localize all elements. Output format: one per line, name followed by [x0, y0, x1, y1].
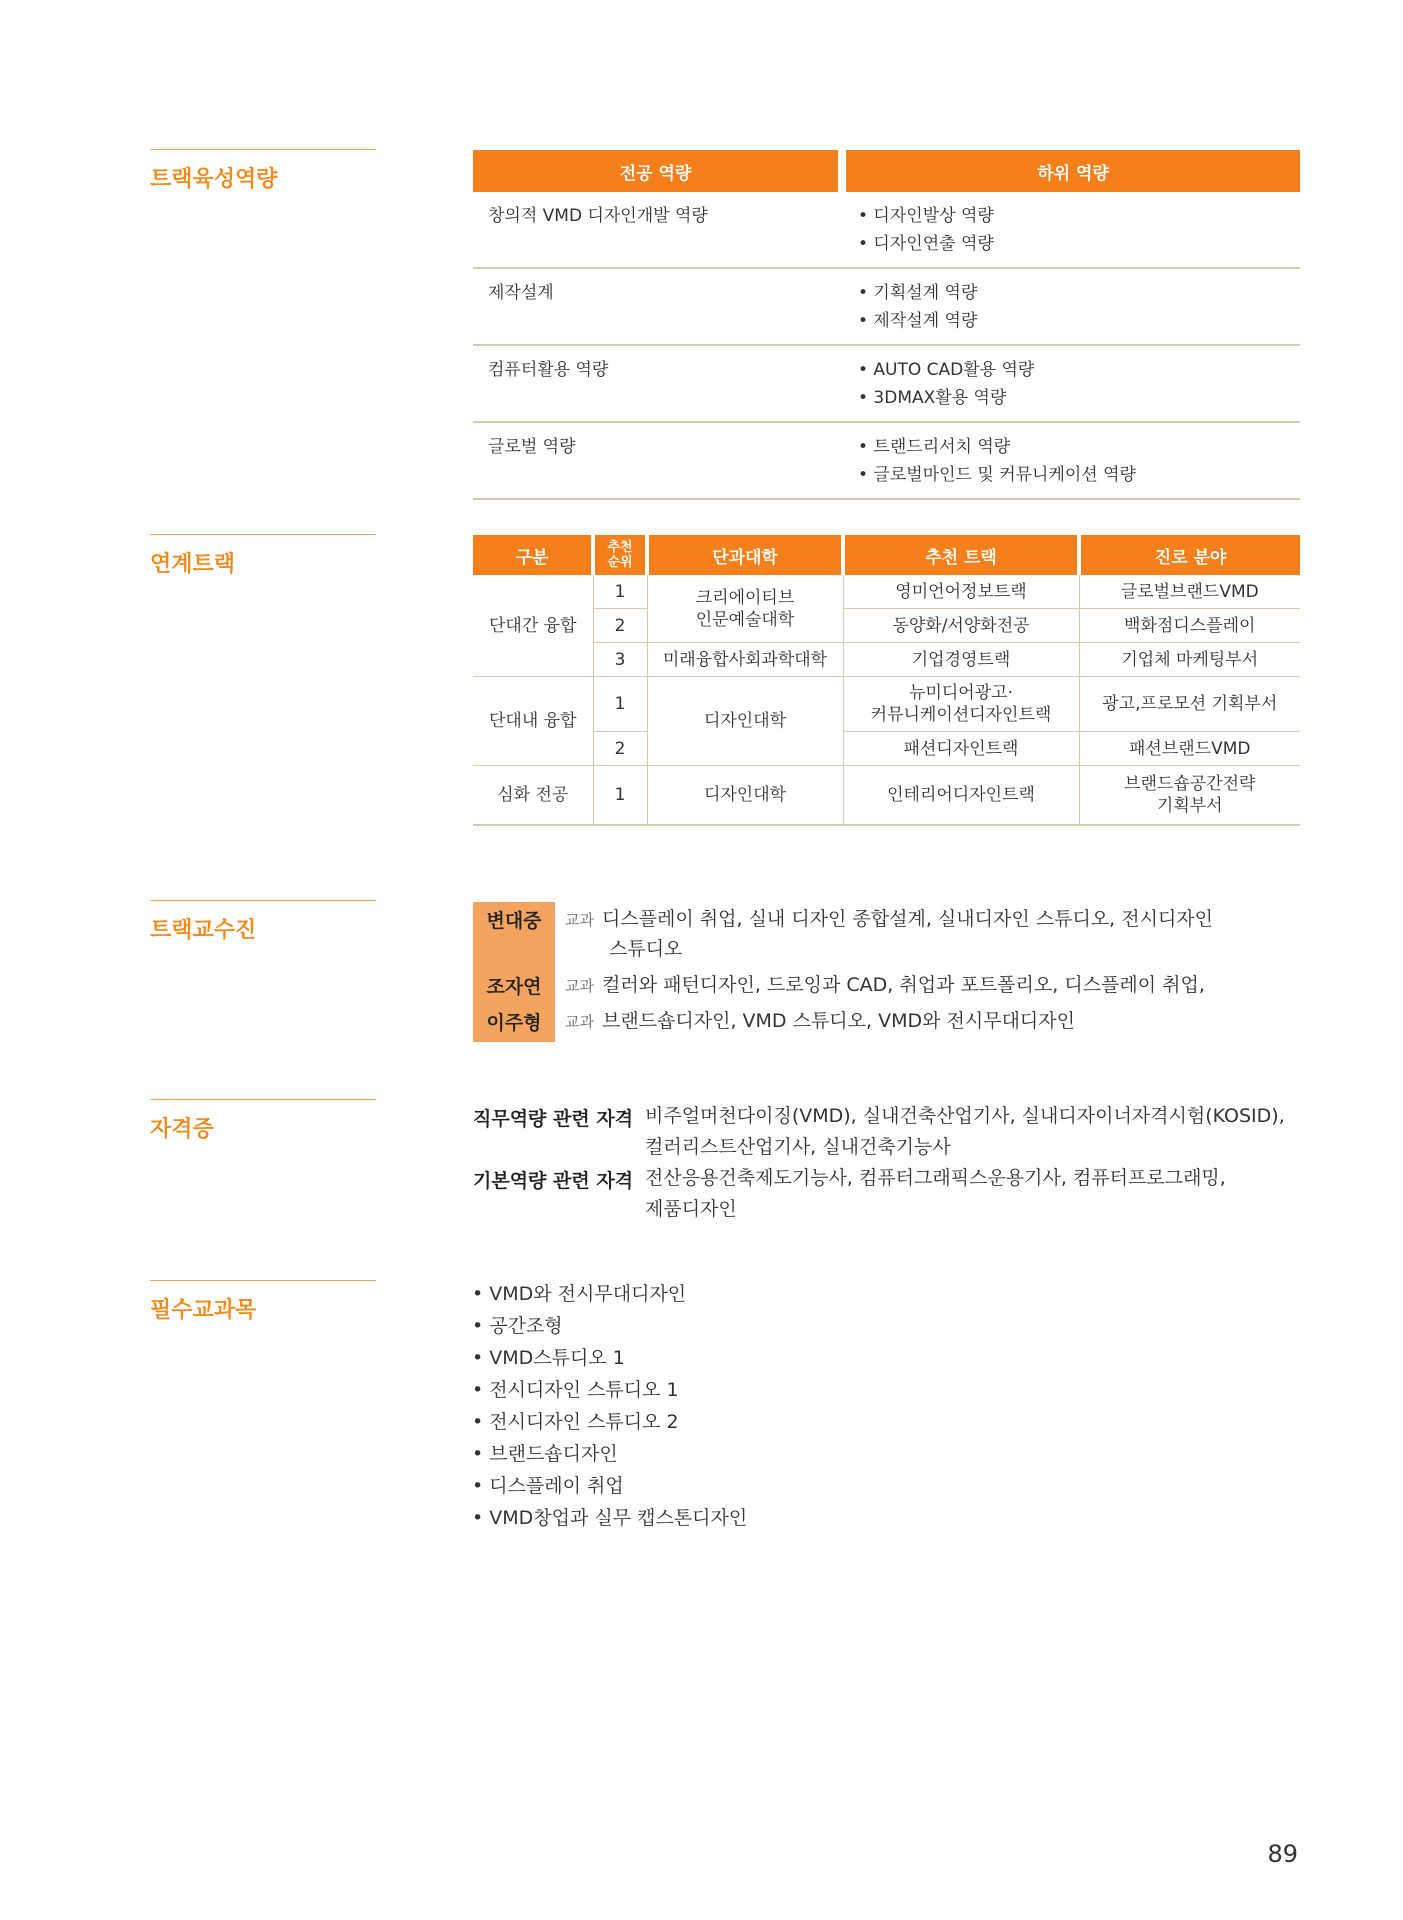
college-cell: 미래융합사회과학대학 — [647, 643, 843, 677]
table-row — [473, 609, 1300, 643]
track-cell: 동양화/서양화전공 — [843, 609, 1079, 643]
header-sub-competency: 하위 역량 — [846, 150, 1300, 192]
required-course-list — [472, 1278, 747, 1534]
list-item: • 브랜드숍디자인 — [472, 1438, 747, 1470]
sub-competency: • 디자인연출 역량 — [858, 234, 994, 254]
college-cell: 디자인대학 — [647, 677, 843, 766]
faculty-courses: 디스플레이 취업, 실내 디자인 종합설계, 실내디자인 스튜디오, 전시디자인 — [601, 908, 1214, 930]
table-row — [473, 677, 1300, 732]
table-row — [473, 269, 1300, 346]
sub-competency: • 기획설계 역량 — [858, 283, 978, 303]
header-rank — [593, 535, 647, 575]
section-label-faculty: 트랙교수진 — [150, 900, 376, 944]
cert-line: 제품디자인 — [645, 1198, 737, 1220]
section-label-required-courses: 필수교과목 — [150, 1280, 376, 1324]
faculty-courses-row — [565, 970, 1205, 1001]
major-competency: 제작설계 — [473, 269, 838, 346]
section-label-certificates: 자격증 — [150, 1099, 376, 1143]
list-item: • VMD스튜디오 1 — [472, 1342, 747, 1374]
sub-competency: • 제작설계 역량 — [858, 311, 978, 331]
rank-cell: 1 — [593, 575, 647, 609]
sub-competency: • 3DMAX활용 역량 — [858, 388, 1007, 408]
section-label-competency: 트랙육성역량 — [150, 149, 376, 193]
list-item: • VMD와 전시무대디자인 — [472, 1278, 747, 1310]
major-competency: 글로벌 역량 — [473, 423, 838, 500]
header-career: 진로 분야 — [1079, 535, 1300, 575]
sub-competency: • 트랜드리서치 역량 — [858, 437, 1011, 457]
career-cell: 패션브랜드VMD — [1079, 732, 1300, 766]
sub-competency: • AUTO CAD활용 역량 — [858, 360, 1035, 380]
sub-competency: • 글로벌마인드 및 커뮤니케이션 역량 — [858, 465, 1136, 485]
table-row — [473, 643, 1300, 677]
faculty-courses-row — [565, 1006, 1075, 1037]
category-cell: 단대간 융합 — [473, 575, 593, 677]
college-line: 인문예술대학 — [695, 609, 795, 630]
major-competency: 컴퓨터활용 역량 — [473, 346, 838, 423]
major-competency: 창의적 VMD 디자인개발 역량 — [473, 192, 838, 269]
faculty-name: 변대중 — [486, 910, 542, 932]
table-row — [473, 732, 1300, 766]
list-item: • 전시디자인 스튜디오 2 — [472, 1406, 747, 1438]
list-item: • 디스플레이 취업 — [472, 1470, 747, 1502]
header-rank-line: 순위 — [607, 555, 633, 570]
rank-cell: 1 — [593, 677, 647, 732]
cert-line: 비주얼머천다이징(VMD), 실내건축산업기사, 실내디자이너자격시험(KOSID), — [645, 1105, 1285, 1127]
competency-table — [473, 150, 1300, 500]
course-tag: 교과 — [565, 911, 594, 929]
faculty-courses-row — [565, 904, 1213, 935]
faculty-courses: 브랜드숍디자인, VMD 스튜디오, VMD와 전시무대디자인 — [601, 1010, 1075, 1032]
table-row — [473, 575, 1300, 609]
rank-cell: 1 — [593, 766, 647, 826]
cert-title-basic: 기본역량 관련 자격 — [473, 1170, 634, 1192]
career-line: 브랜드숍공간전략 — [1124, 774, 1256, 794]
track-line: 커뮤니케이션디자인트랙 — [870, 705, 1052, 725]
list-item: • VMD창업과 실무 캡스톤디자인 — [472, 1502, 747, 1534]
page-number: 89 — [1267, 1840, 1298, 1868]
header-college: 단과대학 — [647, 535, 843, 575]
cert-title-job: 직무역량 관련 자격 — [473, 1108, 634, 1130]
section-label-linked-track: 연계트랙 — [150, 534, 376, 578]
career-cell: 기업체 마케팅부서 — [1079, 643, 1300, 677]
career-cell — [1079, 766, 1300, 826]
header-major-competency: 전공 역량 — [473, 150, 838, 192]
table-row — [473, 192, 1300, 269]
track-cell: 패션디자인트랙 — [843, 732, 1079, 766]
cert-line: 컬러리스트산업기사, 실내건축기능사 — [645, 1136, 951, 1158]
linked-track-table — [473, 535, 1300, 826]
course-tag: 교과 — [565, 977, 594, 995]
category-cell: 심화 전공 — [473, 766, 593, 826]
career-cell: 글로벌브랜드VMD — [1079, 575, 1300, 609]
faculty-name: 이주형 — [486, 1012, 542, 1034]
table-row — [473, 423, 1300, 500]
cert-list-basic — [645, 1163, 1295, 1225]
sub-competency: • 디자인발상 역량 — [858, 206, 994, 226]
faculty-courses-cont: 스튜디오 — [609, 938, 683, 960]
track-line: 뉴미디어광고· — [909, 683, 1013, 703]
rank-cell: 3 — [593, 643, 647, 677]
cert-line: 전산응용건축제도기능사, 컴퓨터그래픽스운용기사, 컴퓨터프로그래밍, — [645, 1167, 1226, 1189]
list-item: • 공간조형 — [472, 1310, 747, 1342]
college-cell — [647, 575, 843, 643]
course-tag: 교과 — [565, 1013, 594, 1031]
track-cell — [843, 677, 1079, 732]
faculty-courses: 컬러와 패턴디자인, 드로잉과 CAD, 취업과 포트폴리오, 디스플레이 취업, — [601, 974, 1205, 996]
track-cell: 인테리어디자인트랙 — [843, 766, 1079, 826]
career-cell: 광고,프로모션 기획부서 — [1079, 677, 1300, 732]
career-line: 기획부서 — [1156, 796, 1223, 816]
header-track: 추천 트랙 — [843, 535, 1079, 575]
header-category: 구분 — [473, 535, 593, 575]
cert-list-job — [645, 1101, 1295, 1163]
header-rank-line: 추천 — [607, 540, 633, 555]
faculty-name: 조자연 — [486, 976, 542, 998]
track-cell: 기업경영트랙 — [843, 643, 1079, 677]
college-cell: 디자인대학 — [647, 766, 843, 826]
category-cell: 단대내 융합 — [473, 677, 593, 766]
career-cell: 백화점디스플레이 — [1079, 609, 1300, 643]
track-cell: 영미언어정보트랙 — [843, 575, 1079, 609]
college-line: 크리에이티브 — [695, 587, 795, 608]
table-row — [473, 766, 1300, 826]
rank-cell: 2 — [593, 732, 647, 766]
table-row — [473, 346, 1300, 423]
rank-cell: 2 — [593, 609, 647, 643]
list-item: • 전시디자인 스튜디오 1 — [472, 1374, 747, 1406]
